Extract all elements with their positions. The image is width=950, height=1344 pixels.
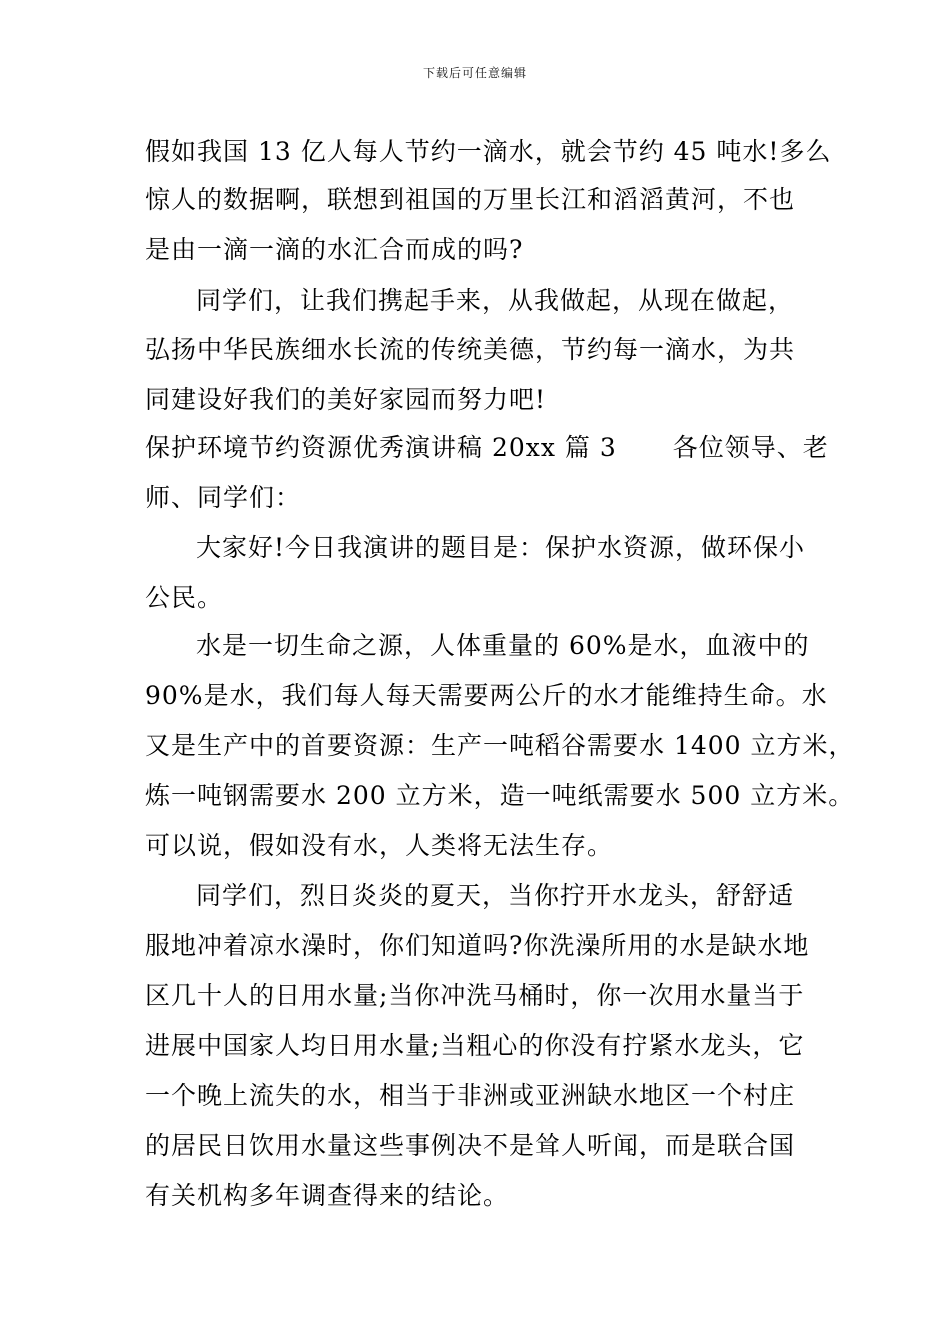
text-line: 进展中国家人均日用水量;当粗心的你没有拧紧水龙头，它 (145, 1031, 805, 1060)
text-line: 区几十人的日用水量;当你冲洗马桶时，你一次用水量当于 (145, 981, 805, 1010)
text-line: 假如我国 13 亿人每人节约一滴水，就会节约 45 吨水!多么 (145, 137, 832, 166)
text-line: 弘扬中华民族细水长流的传统美德，节约每一滴水，为共 (145, 335, 796, 364)
text-line: 一个晚上流失的水，相当于非洲或亚洲缺水地区一个村庄 (145, 1081, 796, 1110)
section-heading (145, 432, 829, 464)
text-line: 可以说，假如没有水，人类将无法生存。 (145, 831, 614, 860)
text-line: 大家好!今日我演讲的题目是：保护水资源，做环保小 (196, 533, 806, 562)
text-line: 同学们，烈日炎炎的夏天，当你拧开水龙头，舒舒适 (196, 881, 795, 910)
text-line: 90%是水，我们每人每天需要两公斤的水才能维持生命。水 (145, 681, 828, 710)
text-line: 服地冲着凉水澡时，你们知道吗?你洗澡所用的水是缺水地 (145, 931, 810, 960)
text-line: 惊人的数据啊，联想到祖国的万里长江和滔滔黄河，不也 (145, 185, 796, 214)
text-line: 炼一吨钢需要水 200 立方米，造一吨纸需要水 500 立方米。 (145, 781, 855, 810)
text-line: 同建设好我们的美好家园而努力吧! (145, 385, 547, 414)
text-line: 有关机构多年调查得来的结论。 (145, 1181, 510, 1210)
section-title: 保护环境节约资源优秀演讲稿 20xx 篇 3 (145, 433, 617, 462)
page-header: 下载后可任意编辑 (422, 66, 527, 80)
text-line: 的居民日饮用水量这些事例决不是耸人听闻，而是联合国 (145, 1131, 796, 1160)
salutation-start: 各位领导、老 (672, 433, 829, 462)
text-line: 公民。 (145, 583, 224, 612)
text-line: 是由一滴一滴的水汇合而成的吗? (145, 235, 524, 264)
text-line: 师、同学们： (145, 483, 302, 512)
text-line: 水是一切生命之源，人体重量的 60%是水，血液中的 (196, 631, 810, 660)
text-line: 同学们，让我们携起手来，从我做起，从现在做起， (196, 286, 795, 315)
text-line: 又是生产中的首要资源：生产一吨稻谷需要水 1400 立方米， (145, 731, 855, 760)
